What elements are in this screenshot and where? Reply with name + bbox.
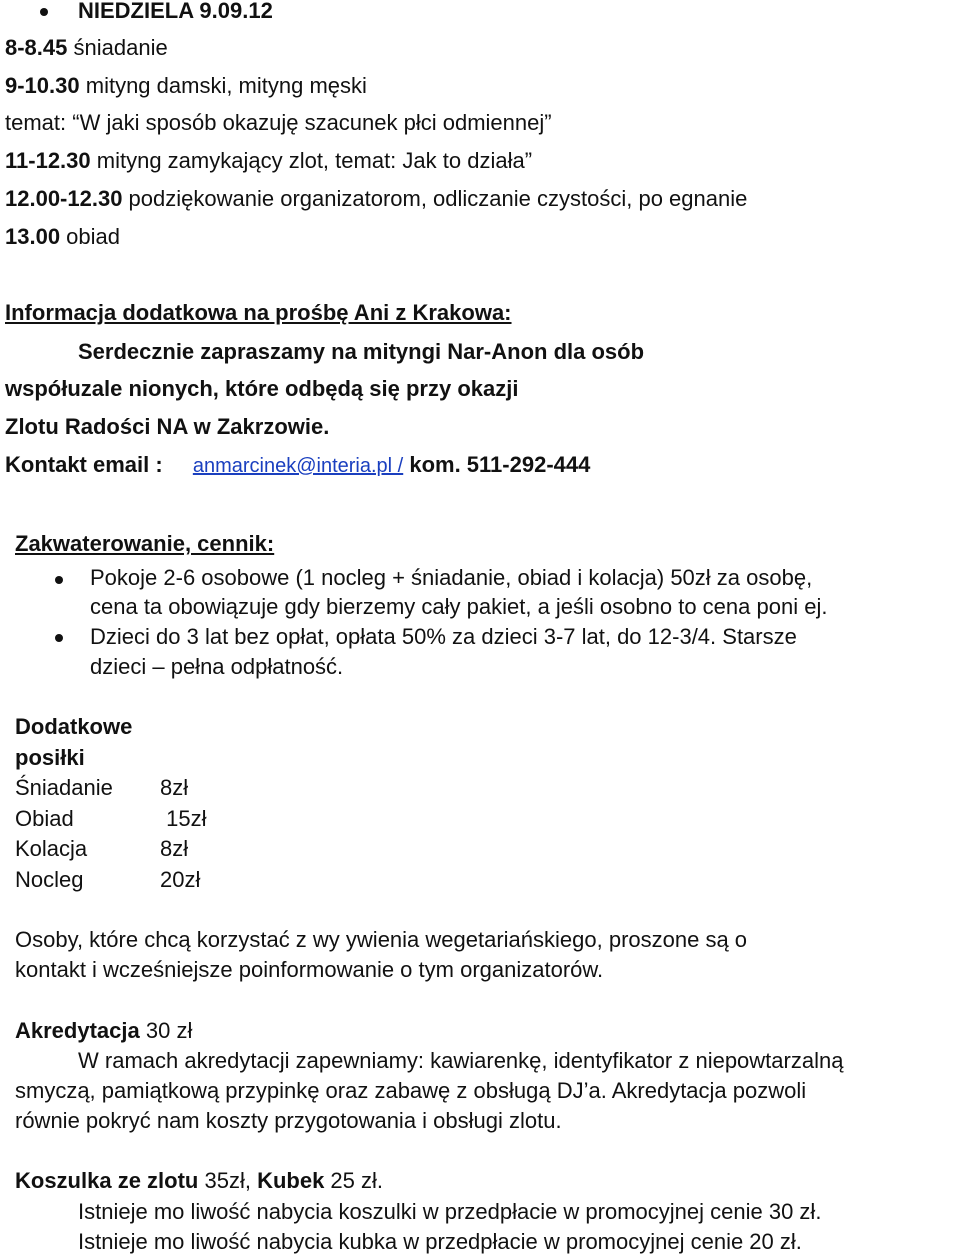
day-heading: NIEDZIELA 9.09.12: [78, 0, 273, 23]
schedule-item: [5, 75, 367, 97]
mug-label: Kubek: [257, 1168, 325, 1193]
merch-line: Istnieje mo liwość nabycia koszulki w przedpłacie w promocyjnej cenie 30 zł.: [78, 1199, 822, 1224]
phone-number: kom. 511-292-444: [403, 452, 591, 477]
meal-price: 20zł: [160, 867, 201, 892]
schedule-text: temat: “W jaki sposób okazuję szacunek płci odmiennej”: [5, 110, 552, 135]
schedule-text: mityng damski, mityng męski: [79, 73, 367, 98]
accommodation-bullet-line: cena ta obowiązuje gdy bierzemy cały pakiet, a jeśli osobno to cena poni ej.: [90, 594, 828, 619]
meal-row: [15, 838, 188, 860]
schedule-item: [5, 150, 532, 172]
meal-row: [15, 869, 200, 891]
accommodation-bullet-line: Dzieci do 3 lat bez opłat, opłata 50% za dzieci 3-7 lat, do 12-3/4. Starsze: [90, 624, 797, 649]
schedule-time: 8-8.45: [5, 35, 68, 60]
merch-heading: [15, 1170, 383, 1192]
accreditation-line: W ramach akredytacji zapewniamy: kawiarenkę, identyfikator z niepowtarzalną: [78, 1048, 844, 1073]
schedule-item: [5, 226, 120, 248]
meal-name: Kolacja: [15, 836, 88, 861]
schedule-text: podziękowanie organizatorom, odliczanie czystości, po egnanie: [122, 186, 748, 211]
meal-name: Obiad: [15, 806, 74, 831]
accommodation-bullet-line: Pokoje 2-6 osobowe (1 nocleg + śniadanie, obiad i kolacja) 50zł za osobę,: [90, 565, 813, 590]
meal-price: 8zł: [160, 775, 189, 800]
bullet-icon: [40, 8, 48, 16]
contact-label: Kontakt email :: [5, 452, 163, 477]
info-line: współuzale nionych, które odbędą się przy okazji: [5, 376, 519, 401]
schedule-time: 9-10.30: [5, 73, 80, 98]
schedule-text: mityng zamykający zlot, temat: Jak to działa”: [90, 148, 533, 173]
bullet-icon: [55, 576, 63, 584]
info-line: Serdecznie zapraszamy na mityngi Nar-Anon dla osób: [78, 339, 645, 364]
accommodation-heading: Zakwaterowanie, cennik:: [15, 531, 275, 556]
accreditation-price: 30 zł: [139, 1018, 193, 1043]
mug-price: 25 zł.: [324, 1168, 384, 1193]
meal-name: Śniadanie: [15, 775, 113, 800]
accreditation-heading: [15, 1020, 192, 1042]
schedule-time: 13.00: [5, 224, 61, 249]
email-link[interactable]: anmarcinek@interia.pl /: [192, 455, 404, 477]
schedule-item: [5, 112, 552, 134]
schedule-time: 11-12.30: [5, 148, 91, 173]
vegetarian-line: Osoby, które chcą korzystać z wy ywienia wegetariańskiego, proszone są o: [15, 927, 748, 952]
meal-row: [15, 808, 206, 830]
shirt-price: 35zł,: [198, 1168, 258, 1193]
accreditation-label: Akredytacja: [15, 1018, 140, 1043]
contact-line: [5, 454, 590, 476]
meal-price: 15zł: [160, 806, 207, 831]
accreditation-line: równie pokryć nam koszty przygotowania i obsługi zlotu.: [15, 1108, 562, 1133]
schedule-text: obiad: [60, 224, 121, 249]
meals-heading: posiłki: [15, 745, 85, 770]
accommodation-bullet-line: dzieci – pełna odpłatność.: [90, 654, 344, 679]
accreditation-line: smyczą, pamiątkową przypinkę oraz zabawę z obsługą DJ’a. Akredytacja pozwoli: [15, 1078, 807, 1103]
meal-name: Nocleg: [15, 867, 84, 892]
schedule-item: [5, 37, 168, 59]
schedule-item: [5, 188, 747, 210]
info-line: Zlotu Radości NA w Zakrzowie.: [5, 414, 330, 439]
bullet-icon: [55, 634, 63, 642]
schedule-time: 12.00-12.30: [5, 186, 123, 211]
info-heading: Informacja dodatkowa na prośbę Ani z Krakowa:: [5, 300, 512, 325]
meal-row: [15, 777, 188, 799]
merch-line: Istnieje mo liwość nabycia kubka w przedpłacie w promocyjnej cenie 20 zł.: [78, 1229, 802, 1254]
shirt-label: Koszulka ze zlotu: [15, 1168, 199, 1193]
meals-heading: Dodatkowe: [15, 714, 133, 739]
vegetarian-line: kontakt i wcześniejsze poinformowanie o tym organizatorów.: [15, 957, 604, 982]
meal-price: 8zł: [160, 836, 189, 861]
schedule-text: śniadanie: [67, 35, 168, 60]
